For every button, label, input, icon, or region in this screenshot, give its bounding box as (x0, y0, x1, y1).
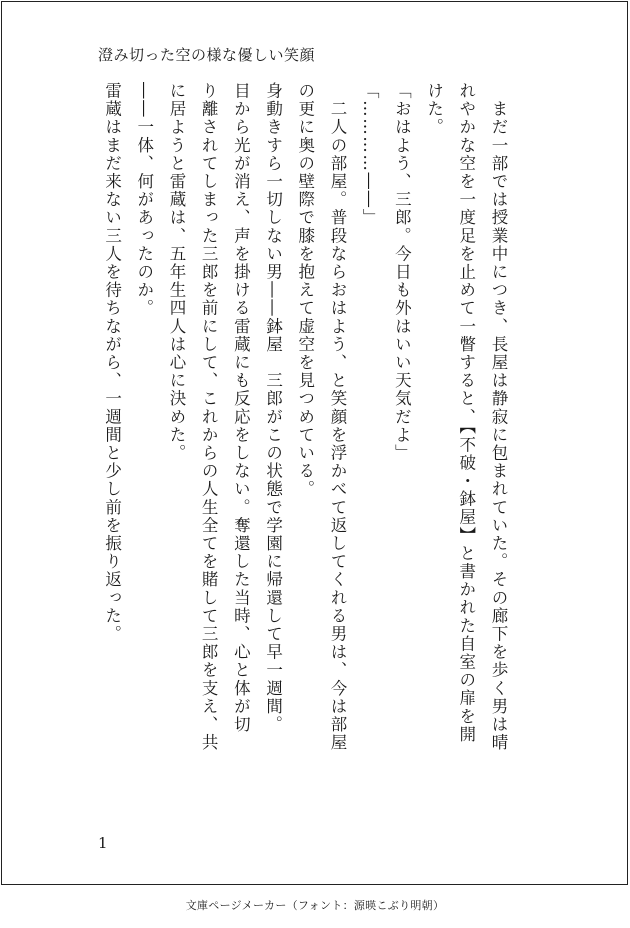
text-line: れやかな空を一度足を止めて一瞥すると、【不破・鉢屋】と書かれた自室の扉を開 (456, 82, 476, 744)
vertical-body-text (94, 82, 514, 772)
text-line: の更に奥の壁際で膝を抱えて虚空を見つめている。 (295, 82, 315, 499)
text-line: まだ一部では授業中につき、長屋は静寂に包まれていた。その廊下を歩く男は晴 (489, 82, 508, 752)
text-line: に居ようと雷蔵は、五年生四人は心に決めた。 (166, 82, 186, 463)
text-line: 身動きすら一切しない男――鉢屋 三郎がこの状態で学園に帰還して早一週間。 (263, 82, 283, 734)
text-line: 「…………――」 (360, 82, 380, 227)
text-line: けた。 (424, 82, 444, 137)
text-line: り離されてしまった三郎を前にして、これからの人生全てを賭して三郎を支え、共 (199, 82, 219, 752)
book-page (1, 1, 628, 885)
page-title: 澄み切った空の様な優しい笑顔 (98, 46, 316, 64)
text-line: 目から光が消え、声を掛ける雷蔵にも反応をしない。奪還した当時、心と体が切 (231, 82, 251, 734)
text-line: 「おはよう、三郎。今日も外はいい天気だよ」 (392, 82, 412, 463)
footer-caption: 文庫ページメーカー（フォント：源暎こぶり明朝） (185, 899, 445, 912)
text-line: 雷蔵はまだ来ない三人を待ちながら、一週間と少し前を振り返った。 (102, 82, 122, 644)
page-number: 1 (98, 834, 108, 852)
text-line: 二人の部屋。普段ならおはよう、と笑顔を浮かべて返してくれる男は、今は部屋 (327, 82, 347, 752)
text-line: ――一体、何があったのか。 (134, 82, 154, 318)
